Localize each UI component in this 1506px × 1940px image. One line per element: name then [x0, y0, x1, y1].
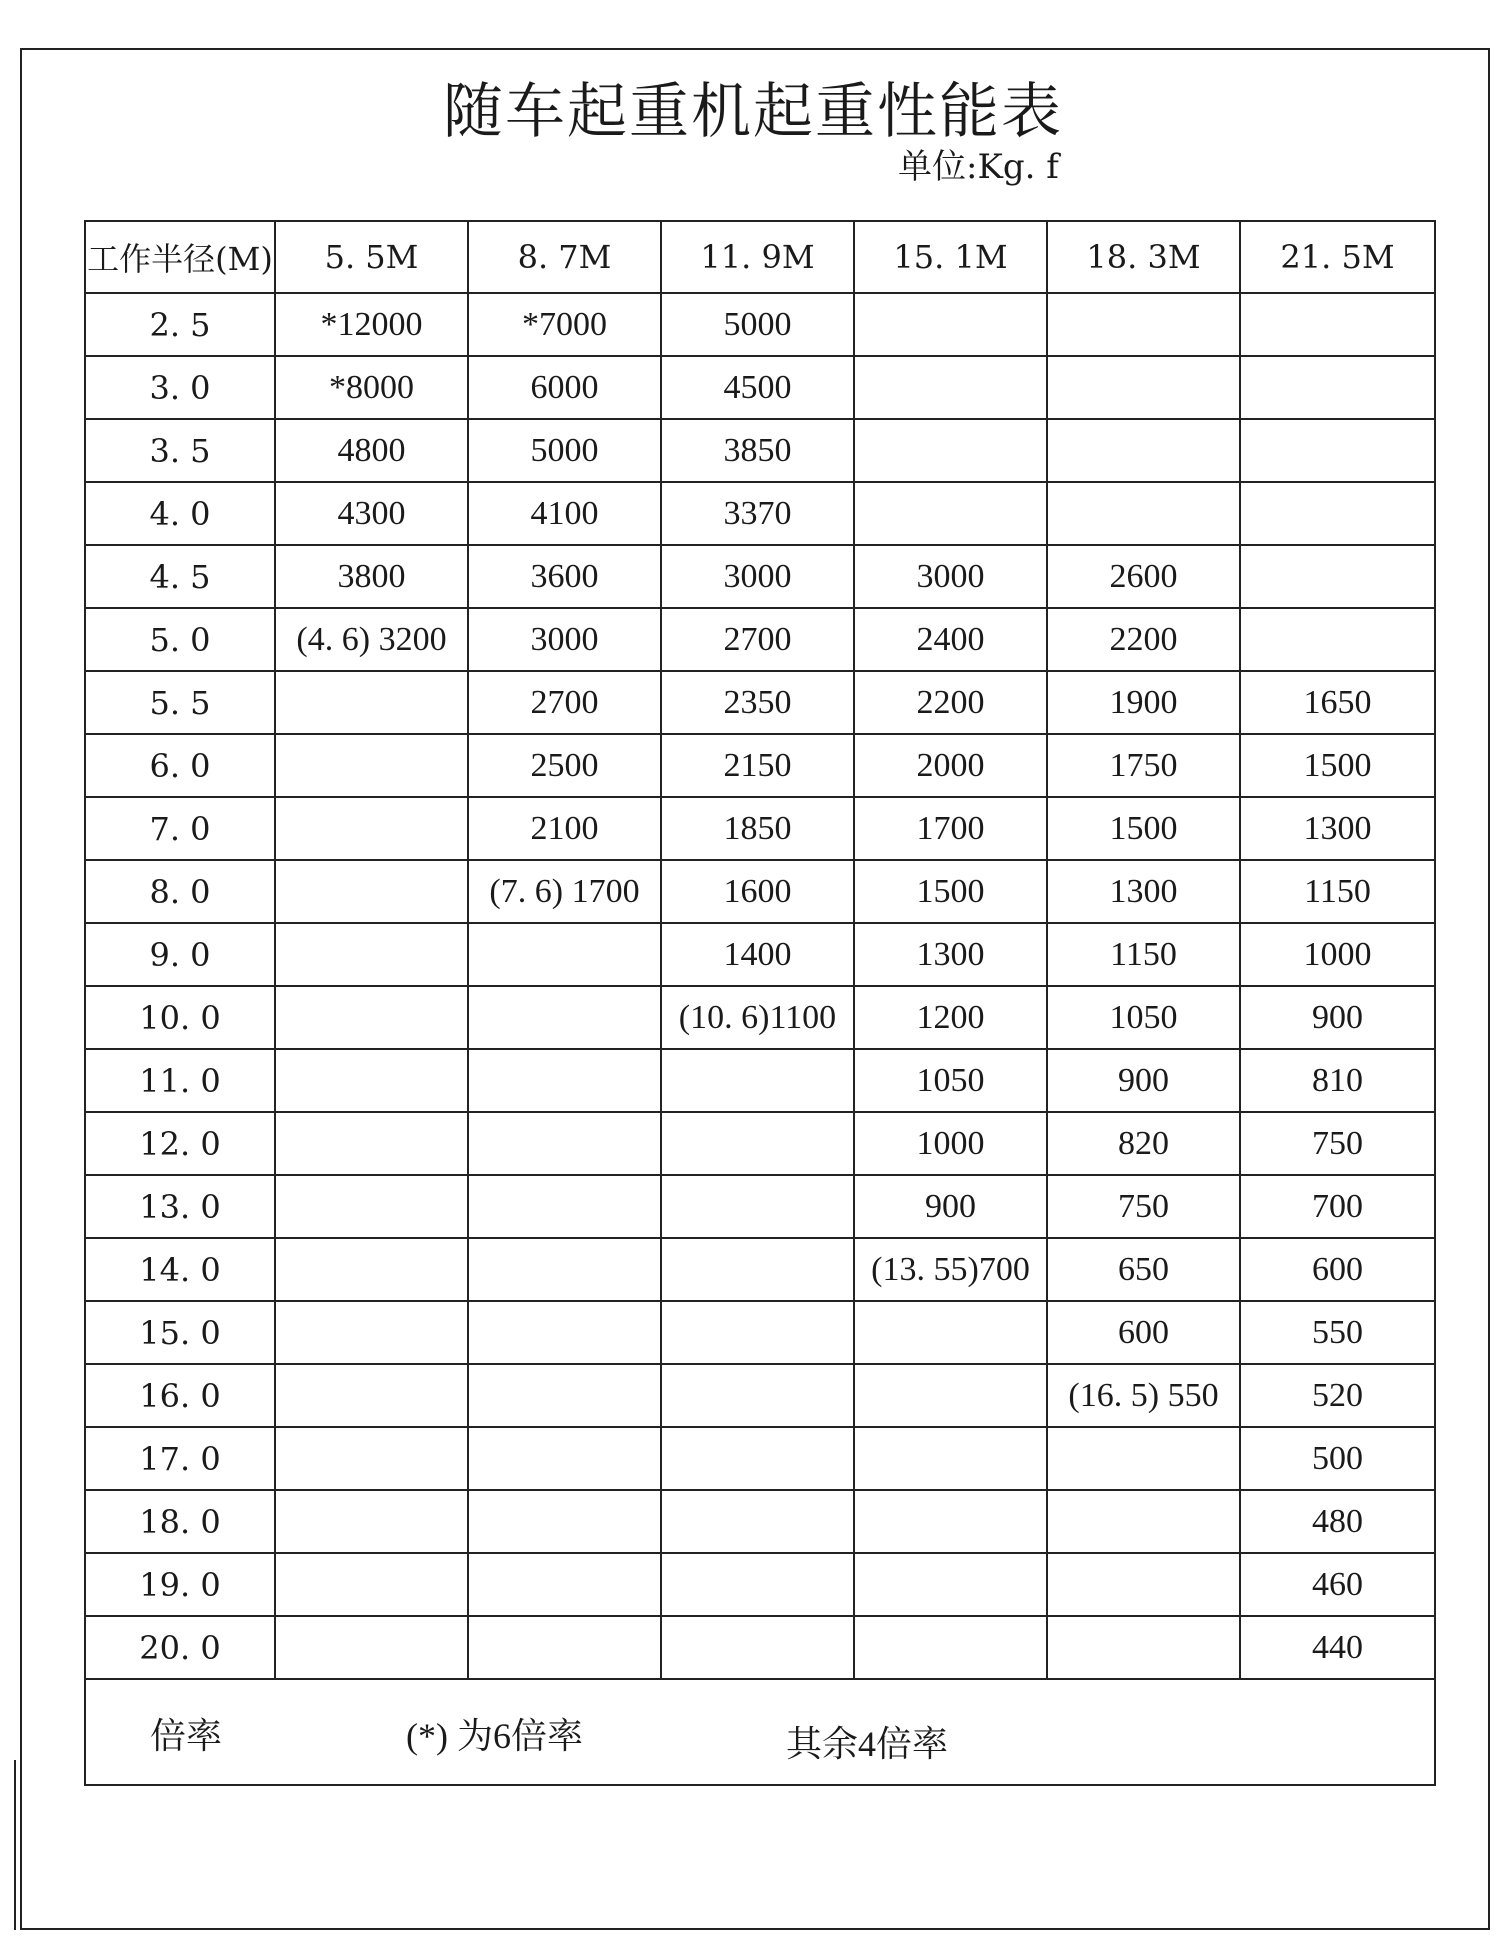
- capacity-cell: 1300: [854, 923, 1047, 986]
- capacity-cell: [1240, 482, 1435, 545]
- capacity-cell: 1750: [1047, 734, 1240, 797]
- capacity-cell: 550: [1240, 1301, 1435, 1364]
- radius-cell: 2. 5: [85, 293, 275, 356]
- capacity-cell: [468, 1238, 661, 1301]
- capacity-cell: 750: [1047, 1175, 1240, 1238]
- capacity-cell: [275, 923, 468, 986]
- capacity-cell: [1047, 1616, 1240, 1679]
- table-row: [85, 1616, 1435, 1679]
- table-row: [85, 986, 1435, 1049]
- capacity-cell: [661, 1112, 854, 1175]
- capacity-cell: [468, 1490, 661, 1553]
- radius-cell: 8. 0: [85, 860, 275, 923]
- capacity-cell: 700: [1240, 1175, 1435, 1238]
- capacity-cell: 1050: [854, 1049, 1047, 1112]
- capacity-cell: [275, 671, 468, 734]
- capacity-cell: [661, 1553, 854, 1616]
- capacity-cell: [661, 1175, 854, 1238]
- capacity-cell: [854, 419, 1047, 482]
- radius-cell: 20. 0: [85, 1616, 275, 1679]
- capacity-cell: [275, 1616, 468, 1679]
- capacity-cell: 600: [1047, 1301, 1240, 1364]
- unit-label: 单位:Kg. f: [898, 147, 1059, 187]
- capacity-cell: 4300: [275, 482, 468, 545]
- table-row: [85, 1112, 1435, 1175]
- radius-cell: 12. 0: [85, 1112, 275, 1175]
- capacity-cell: 820: [1047, 1112, 1240, 1175]
- capacity-cell: [854, 1364, 1047, 1427]
- capacity-cell: [275, 860, 468, 923]
- capacity-cell: 2150: [661, 734, 854, 797]
- capacity-cell: 2100: [468, 797, 661, 860]
- capacity-cell: 460: [1240, 1553, 1435, 1616]
- capacity-cell: [275, 1238, 468, 1301]
- capacity-cell: [854, 482, 1047, 545]
- frame-edge-line: [14, 1760, 16, 1930]
- capacity-cell: 2500: [468, 734, 661, 797]
- capacity-cell: [275, 1490, 468, 1553]
- capacity-cell: [854, 1427, 1047, 1490]
- capacity-cell: 3370: [661, 482, 854, 545]
- capacity-cell: 2000: [854, 734, 1047, 797]
- radius-cell: 17. 0: [85, 1427, 275, 1490]
- capacity-cell: [468, 1427, 661, 1490]
- capacity-cell: [275, 1112, 468, 1175]
- capacity-cell: 1500: [1047, 797, 1240, 860]
- document-title: 随车起重机起重性能表: [443, 77, 1063, 147]
- capacity-cell: [1047, 293, 1240, 356]
- capacity-cell: 5000: [468, 419, 661, 482]
- capacity-cell: [468, 923, 661, 986]
- header-boom-length: 15. 1M: [854, 221, 1047, 293]
- capacity-cell: 650: [1047, 1238, 1240, 1301]
- capacity-cell: 480: [1240, 1490, 1435, 1553]
- capacity-cell: 1150: [1047, 923, 1240, 986]
- multiplier-label: 倍率: [150, 1716, 223, 1757]
- capacity-cell: 1900: [1047, 671, 1240, 734]
- radius-cell: 4. 0: [85, 482, 275, 545]
- radius-cell: 7. 0: [85, 797, 275, 860]
- capacity-cell: [661, 1616, 854, 1679]
- capacity-cell: [1240, 293, 1435, 356]
- capacity-cell: (4. 6) 3200: [275, 608, 468, 671]
- capacity-cell: [661, 1490, 854, 1553]
- capacity-cell: [275, 797, 468, 860]
- capacity-cell: 900: [1047, 1049, 1240, 1112]
- capacity-cell: 500: [1240, 1427, 1435, 1490]
- capacity-cell: (13. 55)700: [854, 1238, 1047, 1301]
- table-row: [85, 545, 1435, 608]
- capacity-cell: [1240, 545, 1435, 608]
- table-header-row: [85, 221, 1435, 293]
- capacity-cell: [468, 1553, 661, 1616]
- capacity-cell: 1300: [1047, 860, 1240, 923]
- capacity-cell: 1650: [1240, 671, 1435, 734]
- capacity-cell: (16. 5) 550: [1047, 1364, 1240, 1427]
- capacity-cell: 2350: [661, 671, 854, 734]
- capacity-cell: 3000: [468, 608, 661, 671]
- capacity-cell: 600: [1240, 1238, 1435, 1301]
- capacity-cell: [1047, 1553, 1240, 1616]
- capacity-cell: [661, 1238, 854, 1301]
- capacity-cell: [661, 1301, 854, 1364]
- capacity-cell: [468, 1364, 661, 1427]
- capacity-cell: 2400: [854, 608, 1047, 671]
- radius-cell: 11. 0: [85, 1049, 275, 1112]
- capacity-cell: [275, 1427, 468, 1490]
- table-row: [85, 293, 1435, 356]
- capacity-cell: [275, 1175, 468, 1238]
- radius-cell: 5. 5: [85, 671, 275, 734]
- table-body: [85, 293, 1435, 1679]
- radius-cell: 10. 0: [85, 986, 275, 1049]
- table-row: [85, 734, 1435, 797]
- capacity-cell: 1150: [1240, 860, 1435, 923]
- radius-cell: 18. 0: [85, 1490, 275, 1553]
- header-boom-length: 18. 3M: [1047, 221, 1240, 293]
- table-row: [85, 1553, 1435, 1616]
- capacity-cell: [854, 1553, 1047, 1616]
- table-row: [85, 608, 1435, 671]
- capacity-cell: 3000: [661, 545, 854, 608]
- capacity-cell: *7000: [468, 293, 661, 356]
- table-row: [85, 860, 1435, 923]
- capacity-cell: 3000: [854, 545, 1047, 608]
- capacity-cell: [854, 1490, 1047, 1553]
- capacity-cell: [1047, 419, 1240, 482]
- capacity-cell: 900: [854, 1175, 1047, 1238]
- capacity-cell: 1500: [1240, 734, 1435, 797]
- capacity-cell: [468, 1175, 661, 1238]
- capacity-cell: 3800: [275, 545, 468, 608]
- capacity-cell: [661, 1427, 854, 1490]
- table-row: [85, 356, 1435, 419]
- capacity-cell: 810: [1240, 1049, 1435, 1112]
- capacity-cell: 1000: [854, 1112, 1047, 1175]
- capacity-cell: [468, 1049, 661, 1112]
- radius-cell: 9. 0: [85, 923, 275, 986]
- capacity-cell: 440: [1240, 1616, 1435, 1679]
- capacity-cell: 750: [1240, 1112, 1435, 1175]
- capacity-cell: (7. 6) 1700: [468, 860, 661, 923]
- capacity-cell: [468, 1301, 661, 1364]
- footer-cell: [85, 1679, 1435, 1785]
- header-boom-length: 8. 7M: [468, 221, 661, 293]
- radius-cell: 15. 0: [85, 1301, 275, 1364]
- table-row: [85, 482, 1435, 545]
- capacity-cell: [854, 1301, 1047, 1364]
- table-row: [85, 419, 1435, 482]
- capacity-cell: [1047, 1490, 1240, 1553]
- capacity-cell: [661, 1049, 854, 1112]
- table-row: [85, 1301, 1435, 1364]
- capacity-cell: [275, 1301, 468, 1364]
- capacity-cell: 2200: [1047, 608, 1240, 671]
- capacity-cell: 1500: [854, 860, 1047, 923]
- capacity-cell: 1300: [1240, 797, 1435, 860]
- capacity-cell: [468, 986, 661, 1049]
- capacity-cell: [1240, 608, 1435, 671]
- table-row: [85, 1364, 1435, 1427]
- capacity-cell: 900: [1240, 986, 1435, 1049]
- capacity-cell: 2700: [468, 671, 661, 734]
- capacity-cell: 2600: [1047, 545, 1240, 608]
- capacity-cell: [1047, 1427, 1240, 1490]
- capacity-cell: [468, 1112, 661, 1175]
- table-row: [85, 1427, 1435, 1490]
- radius-cell: 4. 5: [85, 545, 275, 608]
- header-working-radius: 工作半径(M): [85, 221, 275, 293]
- capacity-cell: 1700: [854, 797, 1047, 860]
- radius-cell: 3. 0: [85, 356, 275, 419]
- header-boom-length: 5. 5M: [275, 221, 468, 293]
- capacity-cell: 4100: [468, 482, 661, 545]
- capacity-cell: [854, 1616, 1047, 1679]
- capacity-cell: 1000: [1240, 923, 1435, 986]
- capacity-cell: (10. 6)1100: [661, 986, 854, 1049]
- capacity-cell: 520: [1240, 1364, 1435, 1427]
- capacity-cell: 5000: [661, 293, 854, 356]
- capacity-cell: [1240, 356, 1435, 419]
- table-row: [85, 1490, 1435, 1553]
- radius-cell: 6. 0: [85, 734, 275, 797]
- capacity-cell: 1600: [661, 860, 854, 923]
- capacity-cell: 1400: [661, 923, 854, 986]
- capacity-cell: [468, 1616, 661, 1679]
- capacity-cell: 6000: [468, 356, 661, 419]
- header-boom-length: 21. 5M: [1240, 221, 1435, 293]
- capacity-cell: [275, 986, 468, 1049]
- header-boom-length: 11. 9M: [661, 221, 854, 293]
- lifting-performance-table: [84, 220, 1436, 1786]
- table-row: [85, 923, 1435, 986]
- capacity-cell: 4500: [661, 356, 854, 419]
- table-row: [85, 797, 1435, 860]
- table-row: [85, 671, 1435, 734]
- capacity-cell: [275, 734, 468, 797]
- capacity-cell: [1047, 356, 1240, 419]
- capacity-cell: [1047, 482, 1240, 545]
- radius-cell: 13. 0: [85, 1175, 275, 1238]
- radius-cell: 14. 0: [85, 1238, 275, 1301]
- radius-cell: 19. 0: [85, 1553, 275, 1616]
- capacity-cell: 1200: [854, 986, 1047, 1049]
- capacity-cell: [275, 1049, 468, 1112]
- six-fold-note: (*) 为6倍率: [406, 1716, 583, 1756]
- radius-cell: 5. 0: [85, 608, 275, 671]
- capacity-cell: [275, 1553, 468, 1616]
- capacity-cell: 1050: [1047, 986, 1240, 1049]
- table-row: [85, 1238, 1435, 1301]
- capacity-cell: 2700: [661, 608, 854, 671]
- capacity-cell: 3850: [661, 419, 854, 482]
- capacity-cell: 4800: [275, 419, 468, 482]
- capacity-cell: [854, 293, 1047, 356]
- capacity-cell: 3600: [468, 545, 661, 608]
- capacity-cell: [275, 1364, 468, 1427]
- radius-cell: 16. 0: [85, 1364, 275, 1427]
- capacity-cell: 1850: [661, 797, 854, 860]
- table-row: [85, 1049, 1435, 1112]
- capacity-cell: 2200: [854, 671, 1047, 734]
- table-footer-row: [85, 1679, 1435, 1785]
- capacity-cell: [661, 1364, 854, 1427]
- capacity-cell: *12000: [275, 293, 468, 356]
- radius-cell: 3. 5: [85, 419, 275, 482]
- table-row: [85, 1175, 1435, 1238]
- capacity-cell: *8000: [275, 356, 468, 419]
- capacity-cell: [1240, 419, 1435, 482]
- capacity-cell: [854, 356, 1047, 419]
- four-fold-note: 其余4倍率: [786, 1724, 949, 1764]
